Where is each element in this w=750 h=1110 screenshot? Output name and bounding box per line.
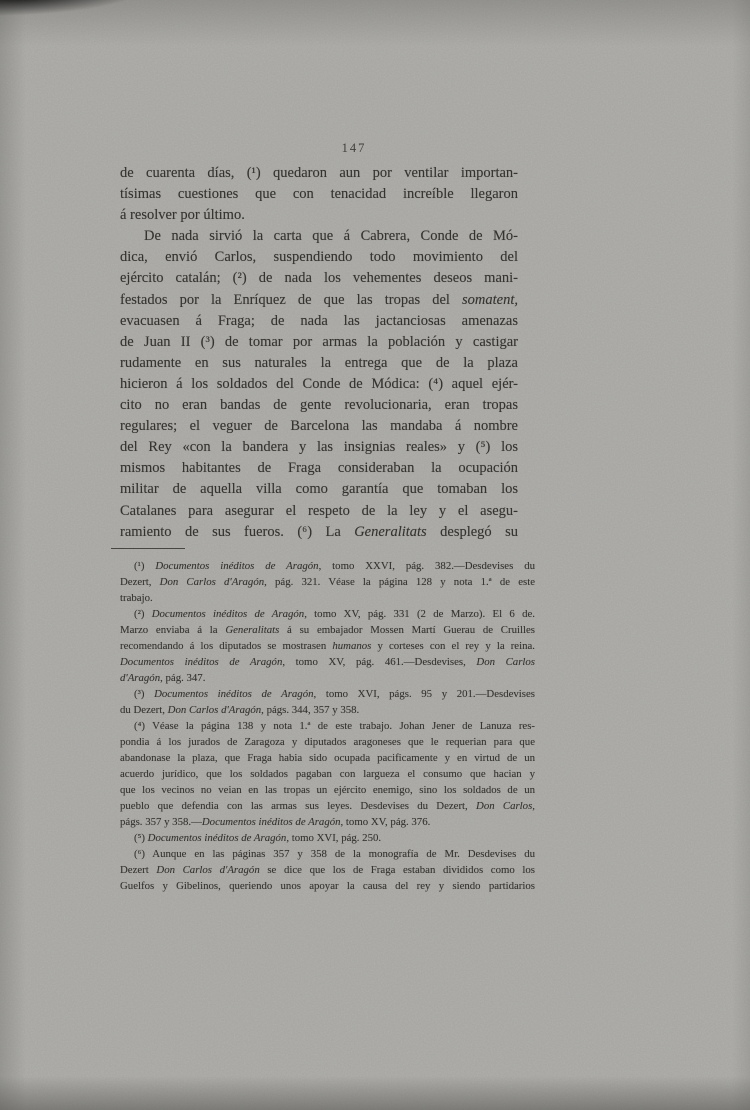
footnote-line: [120, 862, 535, 878]
text-run: (²): [134, 607, 152, 620]
footnote-line: [120, 590, 535, 606]
footnote-line: [120, 814, 535, 830]
italic-text: humanos: [332, 639, 372, 652]
text-line: [120, 479, 518, 500]
italic-text: Don Carlos d'Aragón: [167, 703, 262, 716]
footnote: [120, 606, 535, 686]
text-line: [120, 332, 518, 353]
text-run: trabajo.: [120, 591, 153, 604]
footnote: [120, 558, 535, 606]
text-run: (⁶) Aunque en las páginas 357 y 358 de la monografía de Mr. Desdevises du: [134, 847, 535, 860]
footnote-line: [120, 734, 535, 750]
text-run: , tomo XV, pág. 461.—Desdevises,: [282, 655, 477, 668]
text-run: abandonase la plaza, que Fraga habia sido ocupada pacificamente y en virtud de un: [120, 751, 535, 764]
text-run: acuerdo jurídico, que los soldados pagaban con largueza el consumo que hacian y: [120, 767, 535, 780]
text-run: págs. 357 y 358.—: [120, 815, 202, 828]
text-run: regulares; el veguer de Barcelona las mandaba á nombre: [120, 418, 518, 435]
text-run: Dezert: [120, 863, 157, 876]
text-run: , tomo XVI, págs. 95 y 201.—Desdevises: [313, 687, 535, 700]
italic-text: Documentos inéditos de Aragón: [147, 831, 287, 844]
text-run: (³): [134, 687, 155, 700]
italic-text: Documentos inéditos de Aragón: [120, 655, 283, 668]
footnote-line: [120, 622, 535, 638]
italic-text: Don Carlos: [476, 655, 535, 668]
footnote-line: [120, 686, 535, 702]
text-run: (¹): [134, 559, 156, 572]
text-run: ramiento de sus fueros. (⁶) La: [120, 523, 355, 540]
footnote-line: [120, 782, 535, 798]
paragraph: [120, 226, 518, 542]
text-line: [120, 311, 518, 332]
text-line: [120, 247, 518, 268]
text-run: Guelfos y Gibelinos, queriendo unos apoyar la causa del rey y siendo partidarios: [120, 879, 535, 892]
top-edge-shadow: [0, 0, 750, 46]
text-line: [120, 374, 518, 395]
text-line: [120, 226, 518, 247]
text-run: evacuasen á Fraga; de nada las jactanciosas amenazas: [120, 312, 518, 329]
text-line: [120, 184, 518, 205]
footnote-line: [120, 606, 535, 622]
footnote-line: [120, 750, 535, 766]
footnote-line: [120, 638, 535, 654]
text-run: ejército catalán; (²) de nada los vehementes deseos mani-: [120, 270, 518, 287]
italic-text: Documentos inéditos de Aragón: [155, 559, 319, 572]
footnote-line: [120, 846, 535, 862]
text-run: De nada sirvió la carta que á Cabrera, Conde de Mó-: [144, 228, 518, 245]
text-run: de Juan II (³) de tomar por armas la población y castigar: [120, 333, 518, 350]
text-line: [120, 205, 518, 226]
italic-text: Don Carlos d'Aragón: [156, 863, 260, 876]
text-run: militar de aquella villa como garantía que tomaban los: [120, 481, 518, 498]
text-run: que los vecinos no veian en las tropas un ejército enemigo, sino los soldados de un: [120, 783, 535, 796]
footnote-line: [120, 558, 535, 574]
text-run: , págs. 344, 357 y 358.: [261, 703, 360, 716]
text-run: dica, envió Carlos, suspendiendo todo movimiento del: [120, 249, 518, 266]
text-run: del Rey «con la bandera y las insignias reales» y (⁵) los: [120, 439, 518, 456]
italic-text: Documentos inéditos de Aragón: [151, 607, 305, 620]
footnote-line: [120, 766, 535, 782]
text-run: á resolver por último.: [120, 207, 245, 224]
text-run: á su embajador Mossen Martí Guerau de Cruilles: [279, 623, 535, 636]
text-line: [120, 522, 518, 543]
italic-text: somatent,: [462, 291, 518, 308]
text-run: recomendando á los diputados se mostrasen: [120, 639, 333, 652]
text-run: tísimas cuestiones que con tenacidad increíble llegaron: [120, 186, 518, 203]
text-line: [120, 268, 518, 289]
footnote-line: [120, 878, 535, 894]
text-line: [120, 290, 518, 311]
footnote: [120, 718, 535, 830]
text-run: de cuarenta días, (¹) quedaron aun por ventilar importan-: [120, 165, 518, 181]
text-run: mismos habitantes de Fraga consideraban la ocupación: [120, 460, 518, 477]
footnote-line: [120, 702, 535, 718]
italic-text: Documentos inéditos de Aragón: [154, 687, 314, 700]
text-run: se dice que los de Fraga estaban divididos como los: [259, 863, 535, 876]
footnote-line: [120, 654, 535, 670]
text-run: (⁵): [134, 831, 148, 844]
text-line: [120, 163, 518, 184]
text-run: hicieron á los soldados del Conde de Módica: (⁴) aquel ejér-: [120, 375, 518, 392]
text-run: , pág. 321. Véase la página 128 y nota 1.ª de este: [264, 575, 535, 588]
text-run: , tomo XV, pág. 331 (2 de Marzo). El 6 de.: [304, 607, 535, 620]
text-line: [120, 416, 518, 437]
footnote: [120, 830, 535, 846]
text-run: desplegó su: [426, 523, 518, 540]
text-run: pueblo que defendia con las armas sus leyes. Desdevises du Dezert,: [120, 799, 477, 812]
footnote-line: [120, 830, 535, 846]
footnote-line: [120, 574, 535, 590]
text-line: [120, 395, 518, 416]
footnote-line: [120, 718, 535, 734]
text-run: cito no eran bandas de gente revolucionaria, eran tropas: [120, 397, 518, 414]
text-run: Marzo enviaba á la: [120, 623, 226, 636]
footnote-line: [120, 798, 535, 814]
paragraph: [120, 163, 518, 226]
italic-text: Don Carlos d'Aragón: [159, 575, 265, 588]
main-text: [120, 163, 535, 543]
footnote: [120, 846, 535, 894]
text-run: y corteses con el rey y la reina.: [371, 639, 535, 652]
text-run: , tomo XV, pág. 376.: [340, 815, 431, 828]
bottom-edge-shadow: [0, 1076, 750, 1110]
italic-text: Don Carlos,: [476, 799, 535, 812]
text-line: [120, 437, 518, 458]
text-line: [120, 353, 518, 374]
text-run: , tomo XVI, pág. 250.: [286, 831, 382, 844]
footnote-separator: [111, 548, 185, 549]
italic-text: Generalitats: [225, 623, 280, 636]
text-line: [120, 458, 518, 479]
text-run: pondia á los jurados de Zaragoza y diputados aragoneses que le requerian para que: [120, 735, 535, 748]
text-run: Dezert,: [120, 575, 160, 588]
italic-text: Documentos inéditos de Aragón: [201, 815, 341, 828]
page-number: 147: [341, 141, 367, 155]
text-line: [120, 501, 518, 522]
text-run: festados por la Enríquez de que las tropas del: [120, 291, 463, 308]
left-edge-shadow: [0, 0, 26, 1110]
italic-text: Generalitats: [354, 523, 427, 540]
text-run: , tomo XXVI, pág. 382.—Desdevises du: [318, 559, 535, 572]
text-run: rudamente en sus naturales la entrega que de la plaza: [120, 354, 518, 371]
italic-text: d'Aragón: [120, 671, 161, 684]
top-left-scan-shadow: [0, 0, 240, 64]
right-edge-shadow: [732, 0, 750, 1110]
footnotes: [120, 558, 535, 894]
text-block: [120, 163, 535, 894]
footnote: [120, 686, 535, 718]
text-run: (⁴) Véase la página 138 y nota 1.ª de este trabajo. Johan Jener de Lanuza res-: [134, 719, 535, 732]
text-run: du Dezert,: [120, 703, 168, 716]
text-run: Catalanes para asegurar el respeto de la ley y el asegu-: [120, 502, 518, 519]
footnote-line: [120, 670, 535, 686]
text-run: , pág. 347.: [160, 671, 206, 684]
